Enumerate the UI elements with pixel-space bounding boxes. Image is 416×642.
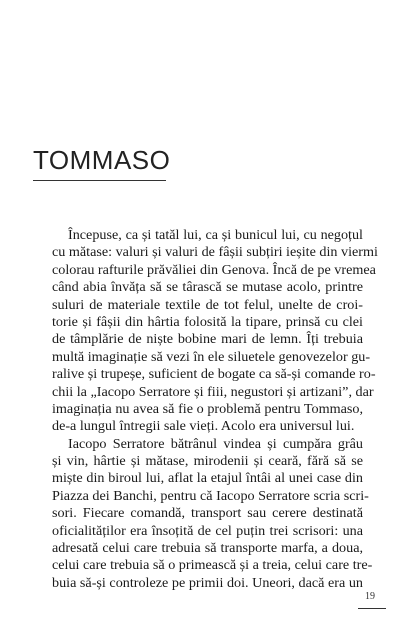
text-line: oficialităților era însoțită de cel puțin trei scrisori: una [52,522,363,539]
text-line: de tâmplărie de niște bobine mari de lemn. Îți trebuia [52,331,363,348]
text-line: și vin, hârtie și mătase, mirodenii și ceară, fără să se [52,453,363,470]
text-line: chii la „Iacopo Serratore și fiii, negustori și artizani”, dar [52,383,374,400]
text-line: buia să-și controleze pe primii doi. Uneori, dacă era un [52,574,363,591]
text-line: miște din biroul lui, aflat la etajul întâi al unei case din [52,470,363,487]
page-number-rule [358,608,386,609]
text-line: adresată celui care trebuia să transporte marfa, a doua, [52,540,363,557]
text-line: de-a lungul întregii sale vieți. Acolo era universul lui. [52,418,355,435]
text-line: ralive și trupeșe, suficient de bogate ca să-și comande ro- [52,366,376,383]
text-line: Începuse, ca și tatăl lui, ca și bunicul lui, cu negoțul [68,227,363,243]
text-line: colorau rafturile prăvăliei din Genova. Încă de pe vremea [52,261,376,278]
text-line: imaginația nu avea să fie o problemă pentru Tommaso, [52,400,363,417]
chapter-title: TOMMASO [33,145,171,175]
body-text [52,227,378,592]
text-line: Iacopo Serratore bătrânul vindea și cumpăra grâu [68,435,363,452]
text-line: suluri de materiale textile de tot felul, unelte de croi- [52,296,363,313]
text-line: sori. Fiecare comandă, transport sau cerere destinată [52,505,363,522]
text-line: torie și fâșii din hârtia folosită la tipare, prinsă cu clei [52,313,363,330]
title-underline [33,180,166,181]
text-line: cu mătase: valuri și valuri de fâșii subțiri ieșite din viermi [52,244,378,261]
text-line: multă imaginație să vezi în ele siluetele genovezelor gu- [52,348,371,365]
text-line: Piazza dei Banchi, pentru că Iacopo Serratore scria scri- [52,487,369,504]
page-number: 19 [365,591,375,602]
text-line: celui care trebuia să o primească și a treia, celui care tre- [52,557,373,574]
text-line: când abia învăța să se târască se mutase acolo, printre [52,279,363,296]
